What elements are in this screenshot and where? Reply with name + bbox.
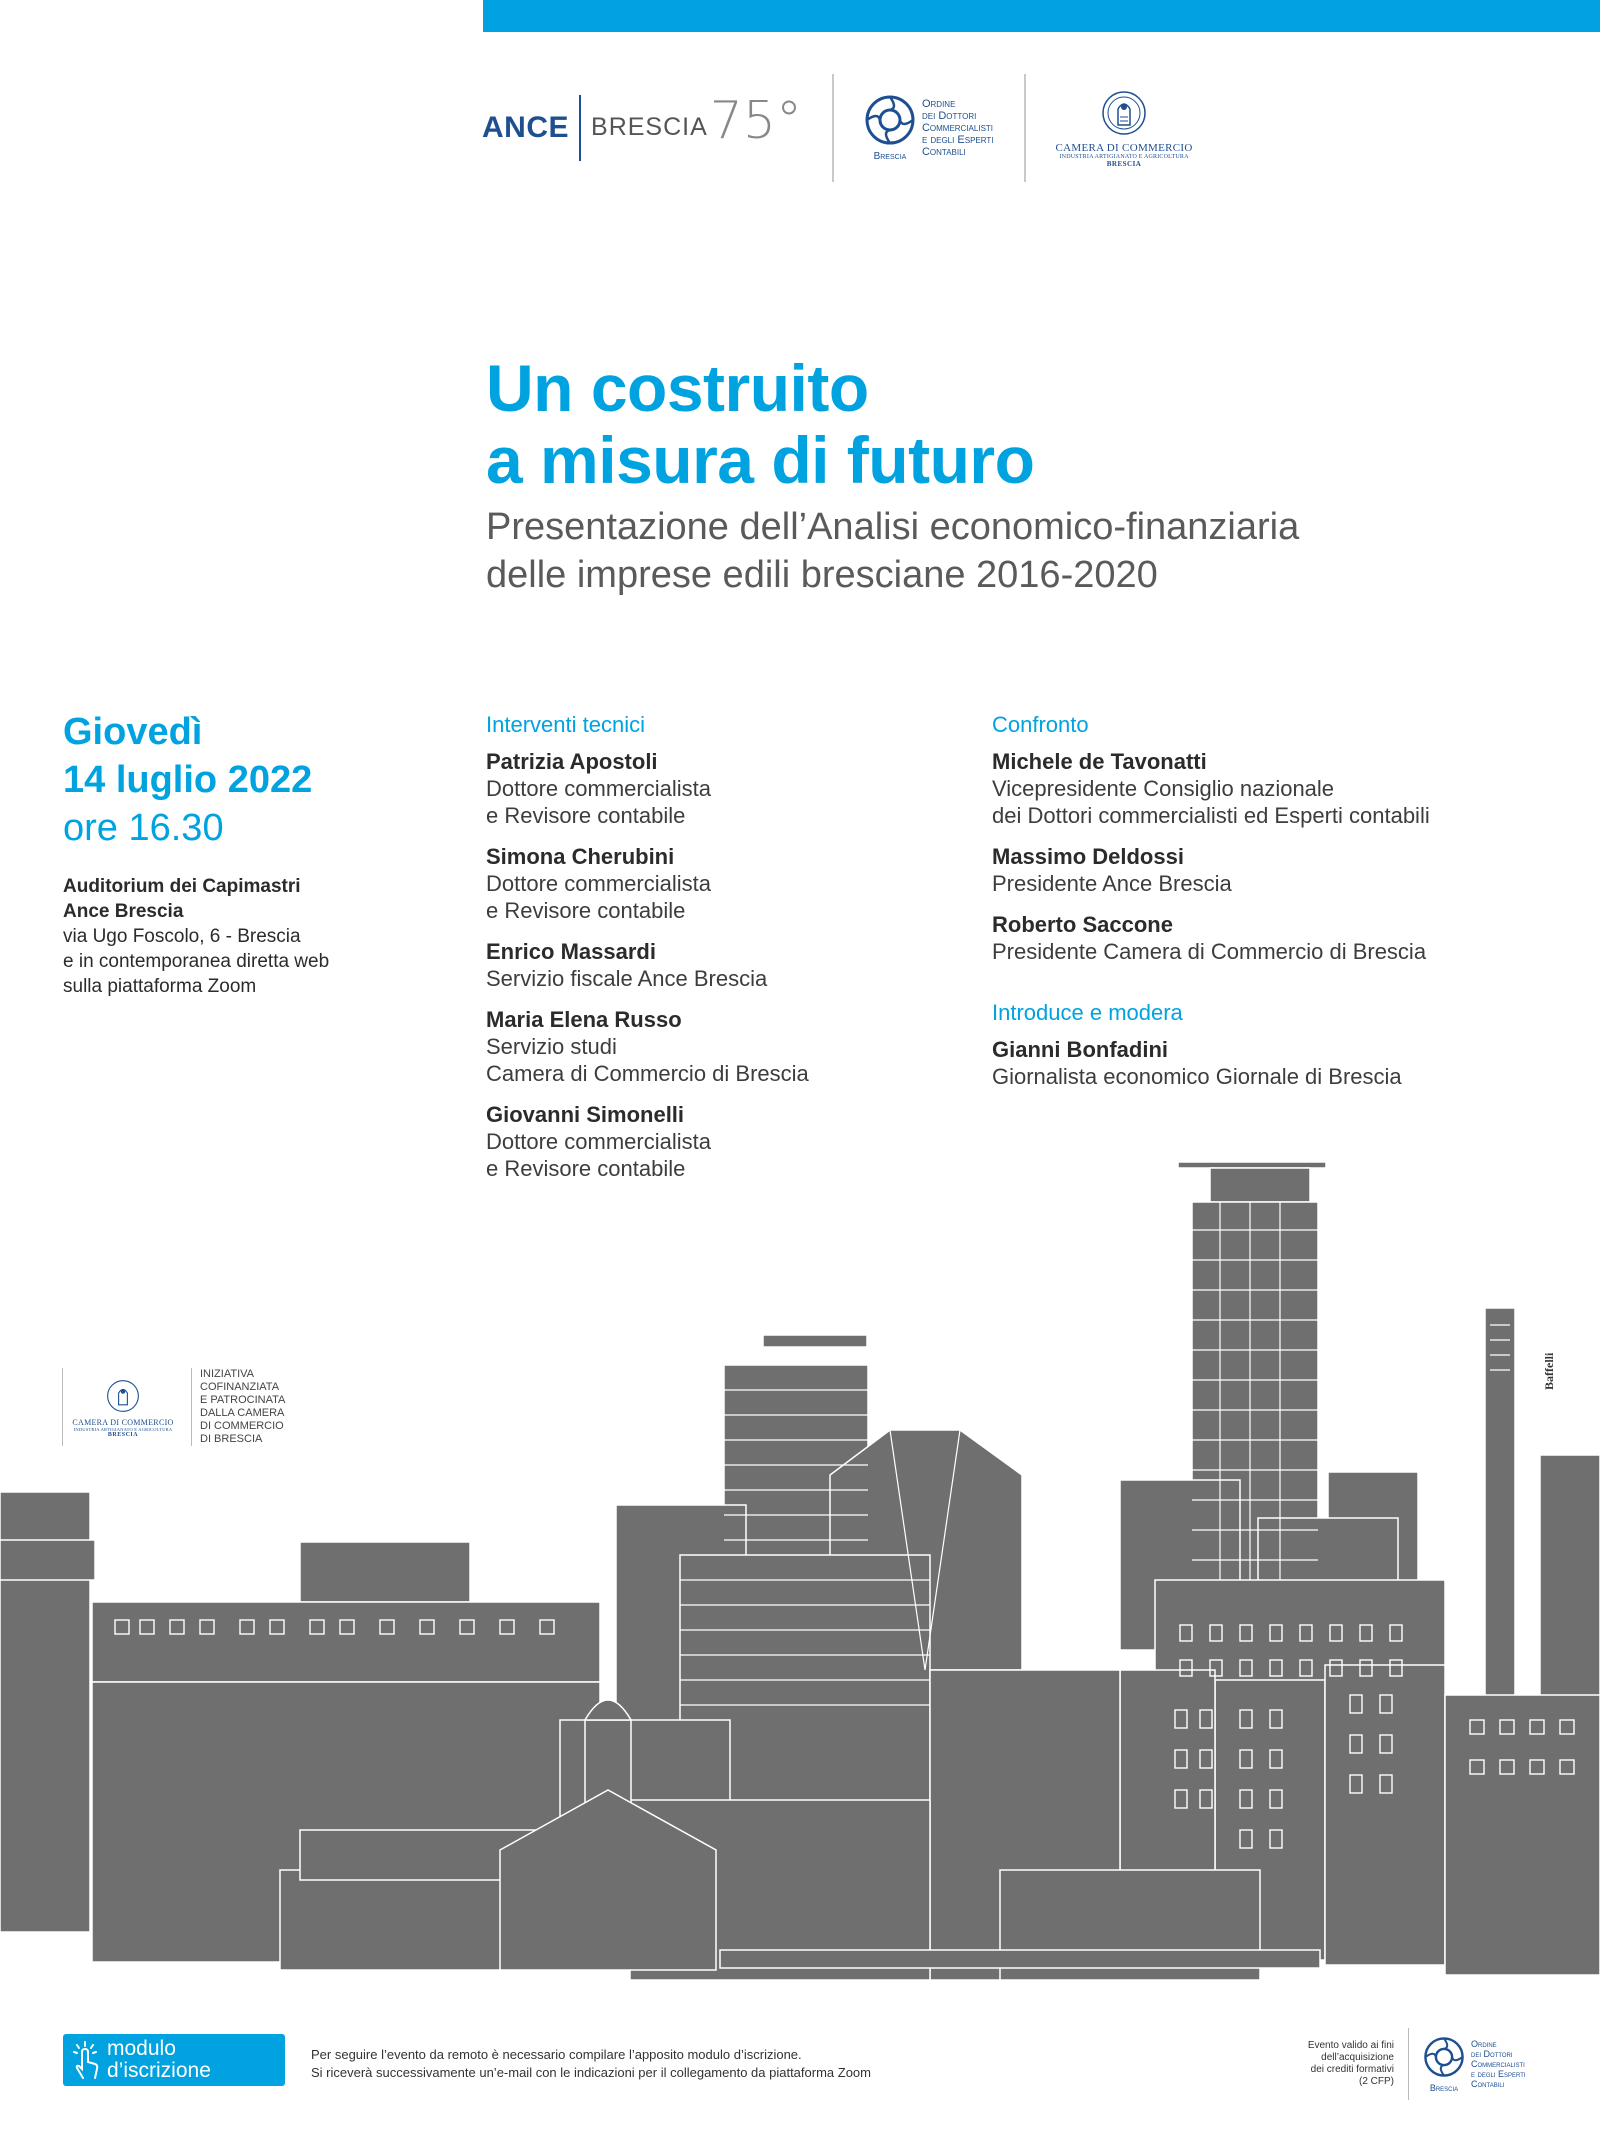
registration-label	[107, 2038, 211, 2082]
speaker	[992, 911, 1552, 965]
camera-city: BRESCIA	[1106, 160, 1142, 168]
pointer-hand-icon	[63, 2034, 107, 2086]
speaker-role: dei Dottori commercialisti ed Esperti contabili	[992, 803, 1430, 828]
cofinancing-line: E PATROCINATA	[200, 1394, 286, 1406]
moderator-role: Giornalista economico Giornale di Brescia	[992, 1064, 1402, 1089]
event-title	[486, 352, 1034, 496]
speaker-role: Camera di Commercio di Brescia	[486, 1061, 809, 1086]
note-line: Per seguire l’evento da remoto è necessario compilare l’apposito modulo d’iscrizione.	[311, 2047, 802, 2062]
button-line: d’iscrizione	[107, 2059, 211, 2082]
speaker-name: Massimo Deldossi	[992, 844, 1184, 869]
camera-commercio-small-logo	[62, 1368, 183, 1446]
event-venue	[63, 874, 393, 999]
speaker-role: Servizio fiscale Ance Brescia	[486, 966, 768, 991]
speakers-debate	[992, 711, 1552, 1104]
event-day: Giovedì	[63, 711, 203, 753]
speaker	[486, 1006, 936, 1087]
odc-line: Commercialisti	[1471, 2059, 1525, 2069]
odc-line: e degli Esperti	[1471, 2069, 1526, 2079]
speaker-role: Dottore commercialista	[486, 1129, 711, 1154]
credits-line: dell’acquisizione	[1321, 2052, 1394, 2063]
logo-divider	[1024, 74, 1026, 182]
speaker-name: Giovanni Simonelli	[486, 1102, 685, 1127]
camera-city: BRESCIA	[107, 1431, 139, 1438]
speaker-role: Vicepresidente Consiglio nazionale	[992, 776, 1335, 801]
speaker-name: Roberto Saccone	[992, 912, 1173, 937]
odc-line: Commercialisti	[921, 121, 994, 134]
section-heading: Confronto	[992, 712, 1089, 737]
cofinancing-line: DALLA CAMERA	[200, 1407, 285, 1419]
odc-small-logo	[1423, 2036, 1526, 2093]
credits-line: (2 CFP)	[1359, 2076, 1394, 2087]
cofinancing-line: COFINANZIATA	[200, 1381, 280, 1393]
logo-divider	[832, 74, 834, 182]
web-platform: sulla piattaforma Zoom	[63, 976, 257, 997]
anniversary-mark: 75°	[709, 90, 802, 151]
odc-emblem-icon	[1423, 2036, 1465, 2078]
divider	[191, 1368, 192, 1446]
camera-name: CAMERA DI COMMERCIO	[1055, 142, 1193, 154]
venue-address: via Ugo Foscolo, 6 - Brescia	[63, 926, 301, 947]
cofinancing-text	[200, 1368, 320, 1446]
event-date: 14 luglio 2022	[63, 759, 313, 801]
speaker-role: Servizio studi	[486, 1034, 617, 1059]
registration-form-button[interactable]	[63, 2034, 285, 2086]
venue-name: Auditorium dei Capimastri	[63, 876, 301, 897]
odc-line: dei Dottori	[921, 109, 977, 122]
ance-divider	[579, 95, 581, 161]
camera-sub: INDUSTRIA ARTIGIANATO E AGRICOLTURA	[73, 1426, 173, 1432]
venue-org: Ance Brescia	[63, 901, 184, 922]
camera-sub: INDUSTRIA ARTIGIANATO E AGRICOLTURA	[1059, 154, 1189, 160]
speaker-role: e Revisore contabile	[486, 898, 686, 923]
note-line: Si riceverà successivamente un’e-mail con le indicazioni per il collegamento da piattaforma Zoom	[311, 2065, 871, 2080]
button-line: modulo	[107, 2037, 176, 2060]
odc-city: Brescia	[873, 150, 907, 162]
section-heading: Interventi tecnici	[486, 712, 645, 737]
speaker	[486, 748, 936, 829]
odc-line: e degli Esperti	[921, 133, 994, 146]
section-heading: Introduce e modera	[992, 1000, 1183, 1025]
ance-word: ANCE	[482, 110, 570, 144]
moderator-name: Gianni Bonfadini	[992, 1037, 1168, 1062]
speaker-role: Dottore commercialista	[486, 776, 711, 801]
subtitle-line: Presentazione dell’Analisi economico-finanziaria	[486, 506, 1300, 548]
camera-name: CAMERA DI COMMERCIO	[72, 1417, 174, 1427]
speaker-role: Presidente Camera di Commercio di Brescia	[992, 939, 1427, 964]
odc-line: Ordine	[921, 97, 956, 110]
camera-seal-icon	[1101, 87, 1147, 139]
partner-logos	[482, 70, 1193, 185]
artist-signature: Baffelli	[1542, 1352, 1556, 1390]
training-credits	[1270, 2028, 1526, 2100]
credits-text	[1270, 2040, 1394, 2088]
speaker-role: Presidente Ance Brescia	[992, 871, 1232, 896]
speakers-technical	[486, 711, 936, 1196]
odc-emblem-icon	[864, 94, 916, 146]
speaker-name: Maria Elena Russo	[486, 1007, 682, 1032]
cofinancing-line: DI BRESCIA	[200, 1433, 263, 1445]
speaker-name: Michele de Tavonatti	[992, 749, 1207, 774]
odc-line: Ordine	[1471, 2039, 1497, 2049]
speaker	[992, 748, 1552, 829]
odc-city: Brescia	[1429, 2082, 1459, 2093]
cofinancing-notice	[62, 1368, 320, 1446]
city-skyline-illustration	[0, 1150, 1600, 1980]
odc-name	[1471, 2039, 1526, 2089]
ance-brescia-logo	[482, 90, 802, 163]
odc-line: Contabili	[921, 145, 966, 158]
title-line: a misura di futuro	[486, 423, 1035, 497]
divider	[1408, 2028, 1409, 2100]
credits-line: dei crediti formativi	[1310, 2064, 1394, 2075]
event-subtitle	[486, 503, 1299, 599]
event-details	[63, 708, 393, 999]
cofinancing-line: DI COMMERCIO	[200, 1420, 284, 1432]
speaker-role: e Revisore contabile	[486, 803, 686, 828]
odc-logo	[864, 94, 994, 162]
speaker	[486, 843, 936, 924]
odc-line: Contabili	[1471, 2079, 1505, 2089]
odc-line: dei Dottori	[1471, 2049, 1513, 2059]
speaker	[486, 938, 936, 992]
remote-attendance-note	[311, 2046, 871, 2082]
camera-seal-icon	[106, 1377, 140, 1415]
speaker-name: Simona Cherubini	[486, 844, 675, 869]
speaker-role: Dottore commercialista	[486, 871, 711, 896]
moderator	[992, 1036, 1552, 1090]
cofinancing-line: INIZIATIVA	[200, 1368, 254, 1380]
speaker-name: Patrizia Apostoli	[486, 749, 658, 774]
credits-line: Evento valido ai fini	[1307, 2040, 1394, 2051]
odc-name	[922, 98, 994, 158]
event-time: ore 16.30	[63, 807, 224, 849]
top-accent-bar	[483, 0, 1600, 32]
speaker	[992, 843, 1552, 897]
title-line: Un costruito	[486, 351, 869, 425]
ance-city: BRESCIA	[591, 113, 708, 141]
speaker-name: Enrico Massardi	[486, 939, 656, 964]
web-info: e in contemporanea diretta web	[63, 951, 330, 972]
camera-commercio-logo	[1056, 87, 1193, 168]
subtitle-line: delle imprese edili bresciane 2016-2020	[486, 554, 1158, 596]
speaker-role: e Revisore contabile	[486, 1156, 686, 1181]
